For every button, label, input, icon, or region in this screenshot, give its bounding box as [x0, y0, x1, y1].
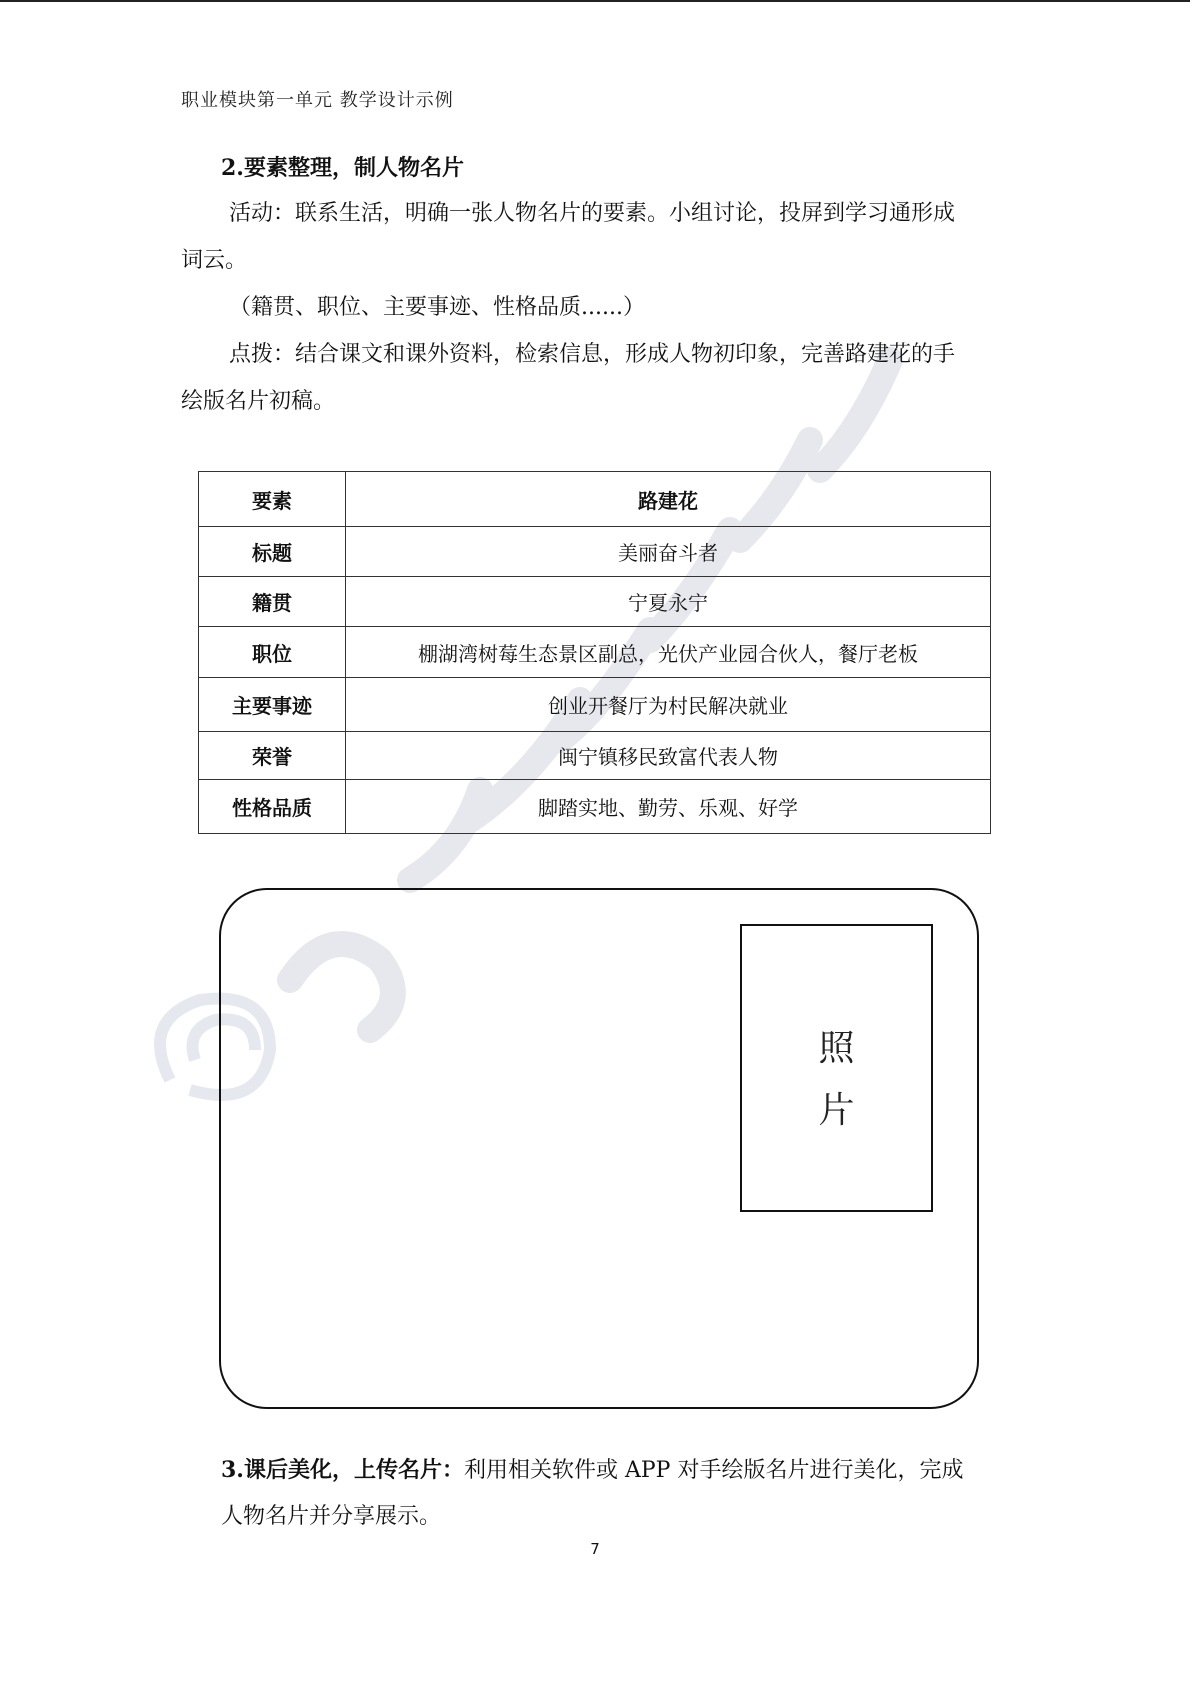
row-key: 性格品质 [199, 780, 346, 834]
row-value: 闽宁镇移民致富代表人物 [346, 732, 991, 780]
section-3-text-1: 利用相关软件或 APP 对手绘版名片进行美化，完成 [463, 1458, 964, 1483]
row-value: 美丽奋斗者 [346, 527, 991, 577]
person-card-elements-table [198, 471, 991, 834]
table-header-value: 路建花 [346, 472, 991, 527]
row-key: 荣誉 [199, 732, 346, 780]
page-number: 7 [590, 1540, 600, 1558]
table-row [199, 577, 991, 627]
table-row [199, 780, 991, 834]
section-3-line-1 [221, 1446, 963, 1495]
guidance-line-1: 点拨：结合课文和课外资料，检索信息，形成人物初印象，完善路建花的手 [229, 342, 956, 367]
table-row [199, 732, 991, 780]
table-row [199, 627, 991, 678]
table-row [199, 527, 991, 577]
section-3-heading: 3.课后美化，上传名片： [221, 1457, 464, 1483]
photo-label-char-2: 片 [818, 1090, 855, 1131]
section-3-line-2: 人物名片并分享展示。 [221, 1504, 442, 1529]
table-header-key: 要素 [199, 472, 346, 527]
row-value: 脚踏实地、勤劳、乐观、好学 [346, 780, 991, 834]
photo-label-char-1: 照 [818, 1028, 855, 1069]
row-key: 职位 [199, 627, 346, 678]
row-key: 标题 [199, 527, 346, 577]
guidance-line-2: 绘版名片初稿。 [181, 389, 336, 414]
section-2-heading: 2.要素整理，制人物名片 [221, 155, 464, 181]
row-key: 主要事迹 [199, 678, 346, 732]
photo-placeholder [740, 924, 933, 1212]
row-value: 宁夏永宁 [346, 577, 991, 627]
activity-line-2: 词云。 [181, 248, 248, 273]
page-header: 职业模块第一单元 教学设计示例 [181, 90, 454, 111]
top-rule [0, 0, 1190, 2]
row-value: 棚湖湾树莓生态景区副总，光伏产业园合伙人，餐厅老板 [346, 627, 991, 678]
elements-hint: （籍贯、职位、主要事迹、性格品质......） [229, 295, 645, 320]
table-header-row [199, 472, 991, 527]
activity-line-1: 活动：联系生活，明确一张人物名片的要素。小组讨论，投屏到学习通形成 [229, 201, 956, 226]
row-value: 创业开餐厅为村民解决就业 [346, 678, 991, 732]
table-row [199, 678, 991, 732]
row-key: 籍贯 [199, 577, 346, 627]
